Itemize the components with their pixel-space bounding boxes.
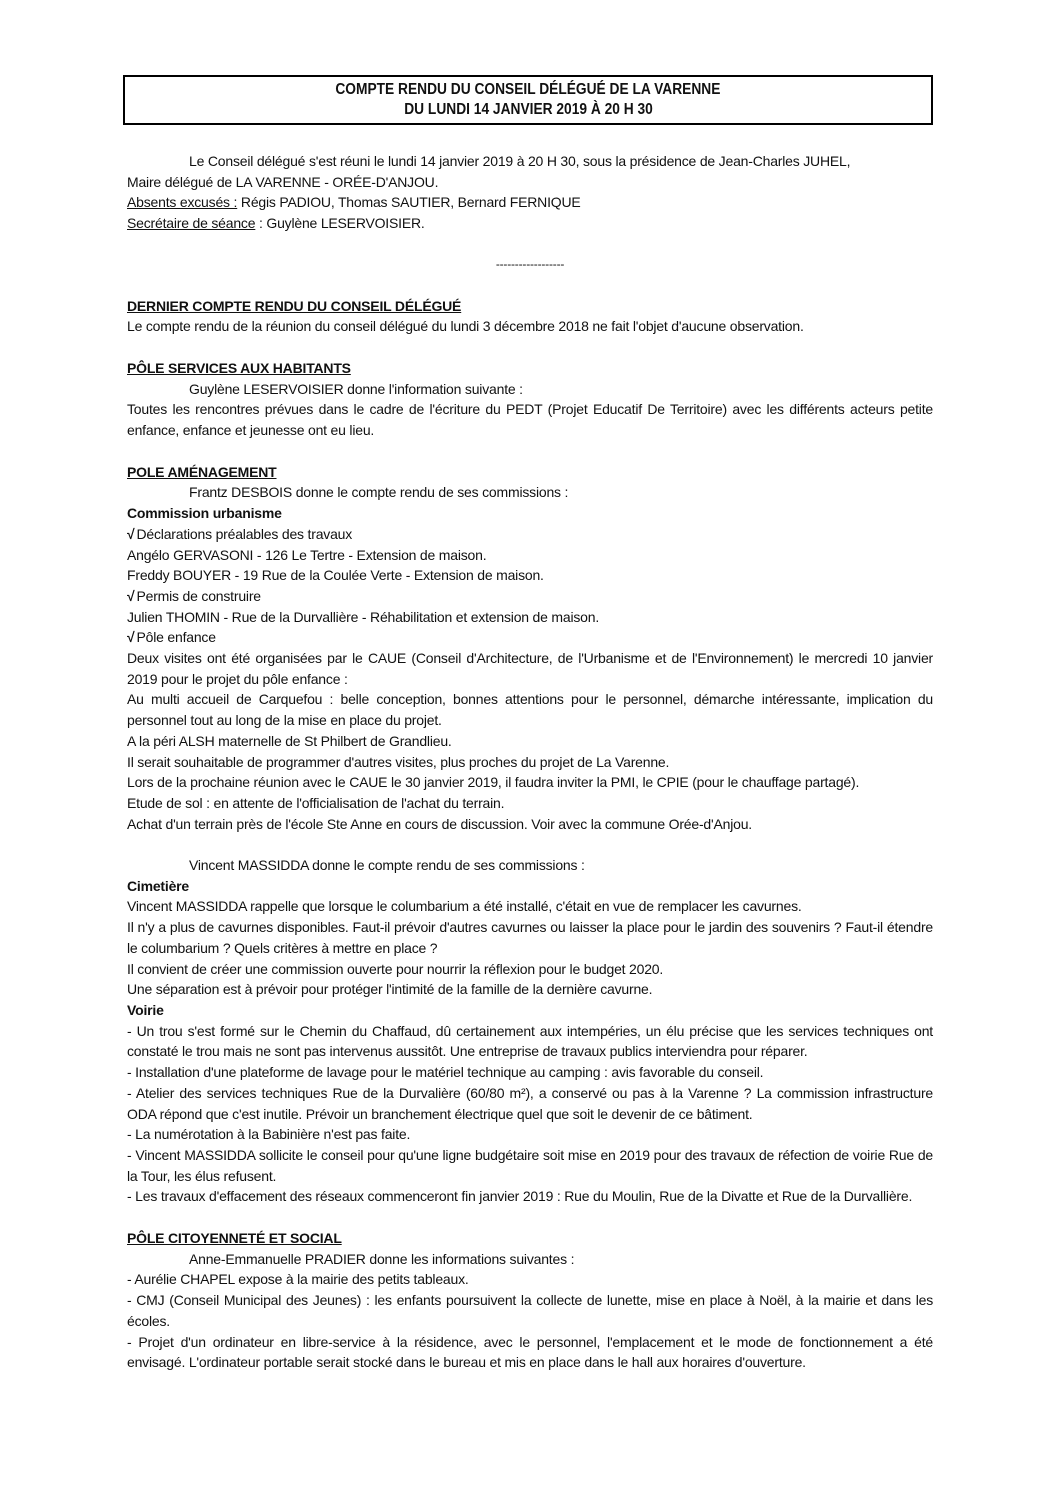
pole-enfance-text: Deux visites ont été organisées par le CAUE (Conseil d'Architecture, de l'Urbanisme et de l'Environnement) le mercredi 10 janvier 2019 pour le projet du pôle enfance :	[127, 650, 933, 687]
pole-enfance-text: Au multi accueil de Carquefou : belle conception, bonnes attentions pour le personnel, démarche intéressante, implication du personnel tout au long de la mise en place du projet.	[127, 691, 933, 729]
secretary-line	[127, 213, 933, 234]
document-body	[127, 151, 933, 1373]
citoyennete-intro: Anne-Emmanuelle PRADIER donne les informations suivantes :	[189, 1250, 575, 1267]
cimetiere-text: Il n'y a plus de cavurnes disponibles. Faut-il prévoir d'autres cavurnes ou laisser la place pour le jardin des souvenirs ? Faut-il étendre le columbarium ? Quels critères à mettre en place ?	[127, 919, 933, 956]
voirie-item: - Les travaux d'effacement des réseaux commenceront fin janvier 2019 : Rue du Moulin, Rue de la Divatte et Rue de la Durvallière.	[127, 1188, 913, 1205]
pole-enfance-text: Etude de sol : en attente de l'officialisation de l'achat du terrain.	[127, 794, 505, 811]
commission-urbanisme-heading: Commission urbanisme	[127, 505, 282, 522]
check-mark-icon: √	[127, 525, 135, 542]
title-box	[123, 75, 933, 125]
declaration-item: Freddy BOUYER - 19 Rue de la Coulée Verte - Extension de maison.	[127, 567, 544, 584]
absents-label: Absents excusés :	[127, 194, 238, 211]
cimetiere-text: Il convient de créer une commission ouverte pour nourrir la réflexion pour le budget 2020.	[127, 960, 664, 977]
cimetiere-text: Vincent MASSIDDA rappelle que lorsque le columbarium a été installé, c'était en vue de remplacer les cavurnes.	[127, 898, 802, 915]
dernier-text: Le compte rendu de la réunion du conseil délégué du lundi 3 décembre 2018 ne fait l'objet d'aucune observation.	[127, 318, 804, 335]
citoyennete-item: - Projet d'un ordinateur en libre-service à la résidence, avec le personnel, l'emplacement et le mode de fonctionnement a été envisagé. L'ordinateur portable serait stocké dans le bureau et mis en place dans le hall aux horaires d'ouverture.	[127, 1333, 933, 1371]
citoyennete-item: - CMJ (Conseil Municipal des Jeunes) : les enfants poursuivent la collecte de lunette, mise en place à Noël, à la mairie et dans les écoles.	[127, 1292, 933, 1329]
services-text: Toutes les rencontres prévues dans le cadre de l'écriture du PEDT (Projet Educatif De Territoire) avec les différents acteurs petite enfance, enfance et jeunesse ont eu lieu.	[127, 401, 933, 439]
voirie-heading: Voirie	[127, 1002, 164, 1018]
heading-pole-amenagement: POLE AMÉNAGEMENT	[127, 463, 277, 480]
declarations-label: √ Déclarations préalables des travaux	[127, 525, 353, 542]
citoyennete-item: - Aurélie CHAPEL expose à la mairie des petits tableaux.	[127, 1271, 469, 1288]
pole-enfance-text: Achat d'un terrain près de l'école Ste Anne en cours de discussion. Voir avec la commune Orée-d'Anjou.	[127, 815, 752, 832]
massidda-intro: Vincent MASSIDDA donne le compte rendu de ses commissions :	[189, 857, 585, 874]
pole-enfance-text: A la péri ALSH maternelle de St Philbert de Grandlieu.	[127, 732, 452, 749]
check-mark-icon: √	[127, 587, 135, 604]
absents-line	[127, 192, 933, 213]
voirie-item: - La numérotation à la Babinière n'est pas faite.	[127, 1126, 411, 1143]
cimetiere-text: Une séparation est à prévoir pour protéger l'intimité de la famille de la dernière cavurne.	[127, 981, 653, 998]
absents-names: Régis PADIOU, Thomas SAUTIER, Bernard FERNIQUE	[237, 194, 581, 211]
cimetiere-heading: Cimetière	[127, 877, 190, 894]
intro-line-1: Le Conseil délégué s'est réuni le lundi 14 janvier 2019 à 20 H 30, sous la présidence de Jean-Charles JUHEL,	[189, 153, 851, 169]
spacer	[127, 834, 933, 855]
permis-item: Julien THOMIN - Rue de la Durvallière - Réhabilitation et extension de maison.	[127, 608, 600, 625]
declaration-item: Angélo GERVASONI - 126 Le Tertre - Extension de maison.	[127, 546, 487, 563]
title-line-2: DU LUNDI 14 JANVIER 2019 À 20 H 30	[403, 101, 653, 118]
pole-enfance-text: Lors de la prochaine réunion avec le CAUE le 30 janvier 2019, il faudra inviter la PMI, le CPIE (pour le chauffage partagé).	[127, 774, 860, 791]
intro-line-2: Maire délégué de LA VARENNE - ORÉE-D'ANJOU.	[127, 173, 439, 190]
check-mark-icon: √	[127, 629, 135, 646]
heading-dernier-compte-rendu: DERNIER COMPTE RENDU DU CONSEIL DÉLÉGUÉ	[127, 297, 462, 314]
pole-enfance-label: √ Pôle enfance	[127, 629, 216, 646]
voirie-item: - Installation d'une plateforme de lavage pour le matériel technique au camping : avis favorable du conseil.	[127, 1064, 764, 1081]
services-intro: Guylène LESERVOISIER donne l'information suivante :	[189, 380, 523, 397]
voirie-item: - Un trou s'est formé sur le Chemin du Chaffaud, dû certainement aux intempéries, un élu précise que les services techniques ont constaté le trou mais ne sont pas intervenus aussitôt. Une entreprise de travaux publics interviendra pour réparer.	[127, 1022, 933, 1060]
pole-enfance-text: Il serait souhaitable de programmer d'autres visites, plus proches du projet de La Varenne.	[127, 753, 670, 770]
voirie-item: - Vincent MASSIDDA sollicite le conseil pour qu'une ligne budgétaire soit mise en 2019 pour des travaux de réfection de voirie Rue de la Tour, les élus refusent.	[127, 1146, 933, 1184]
permis-label: √ Permis de construire	[127, 587, 261, 604]
heading-pole-citoyennete: PÔLE CITOYENNETÉ ET SOCIAL	[127, 1230, 342, 1247]
secretary-label: Secrétaire de séance	[127, 215, 256, 232]
amenagement-intro: Frantz DESBOIS donne le compte rendu de ses commissions :	[189, 484, 569, 501]
separator: ------------------	[495, 256, 565, 271]
heading-pole-services: PÔLE SERVICES AUX HABITANTS	[127, 359, 351, 376]
secretary-name: : Guylène LESERVOISIER.	[255, 215, 425, 232]
voirie-item: - Atelier des services techniques Rue de la Durvalière (60/80 m²), a conservé ou pas à la Varenne ? La commission infrastructure ODA répond que c'est inutile. Prévoir un branchement électrique quel que soit le devenir de ce bâtiment.	[127, 1084, 933, 1122]
title-line-1: COMPTE RENDU DU CONSEIL DÉLÉGUÉ DE LA VARENNE	[335, 81, 721, 98]
